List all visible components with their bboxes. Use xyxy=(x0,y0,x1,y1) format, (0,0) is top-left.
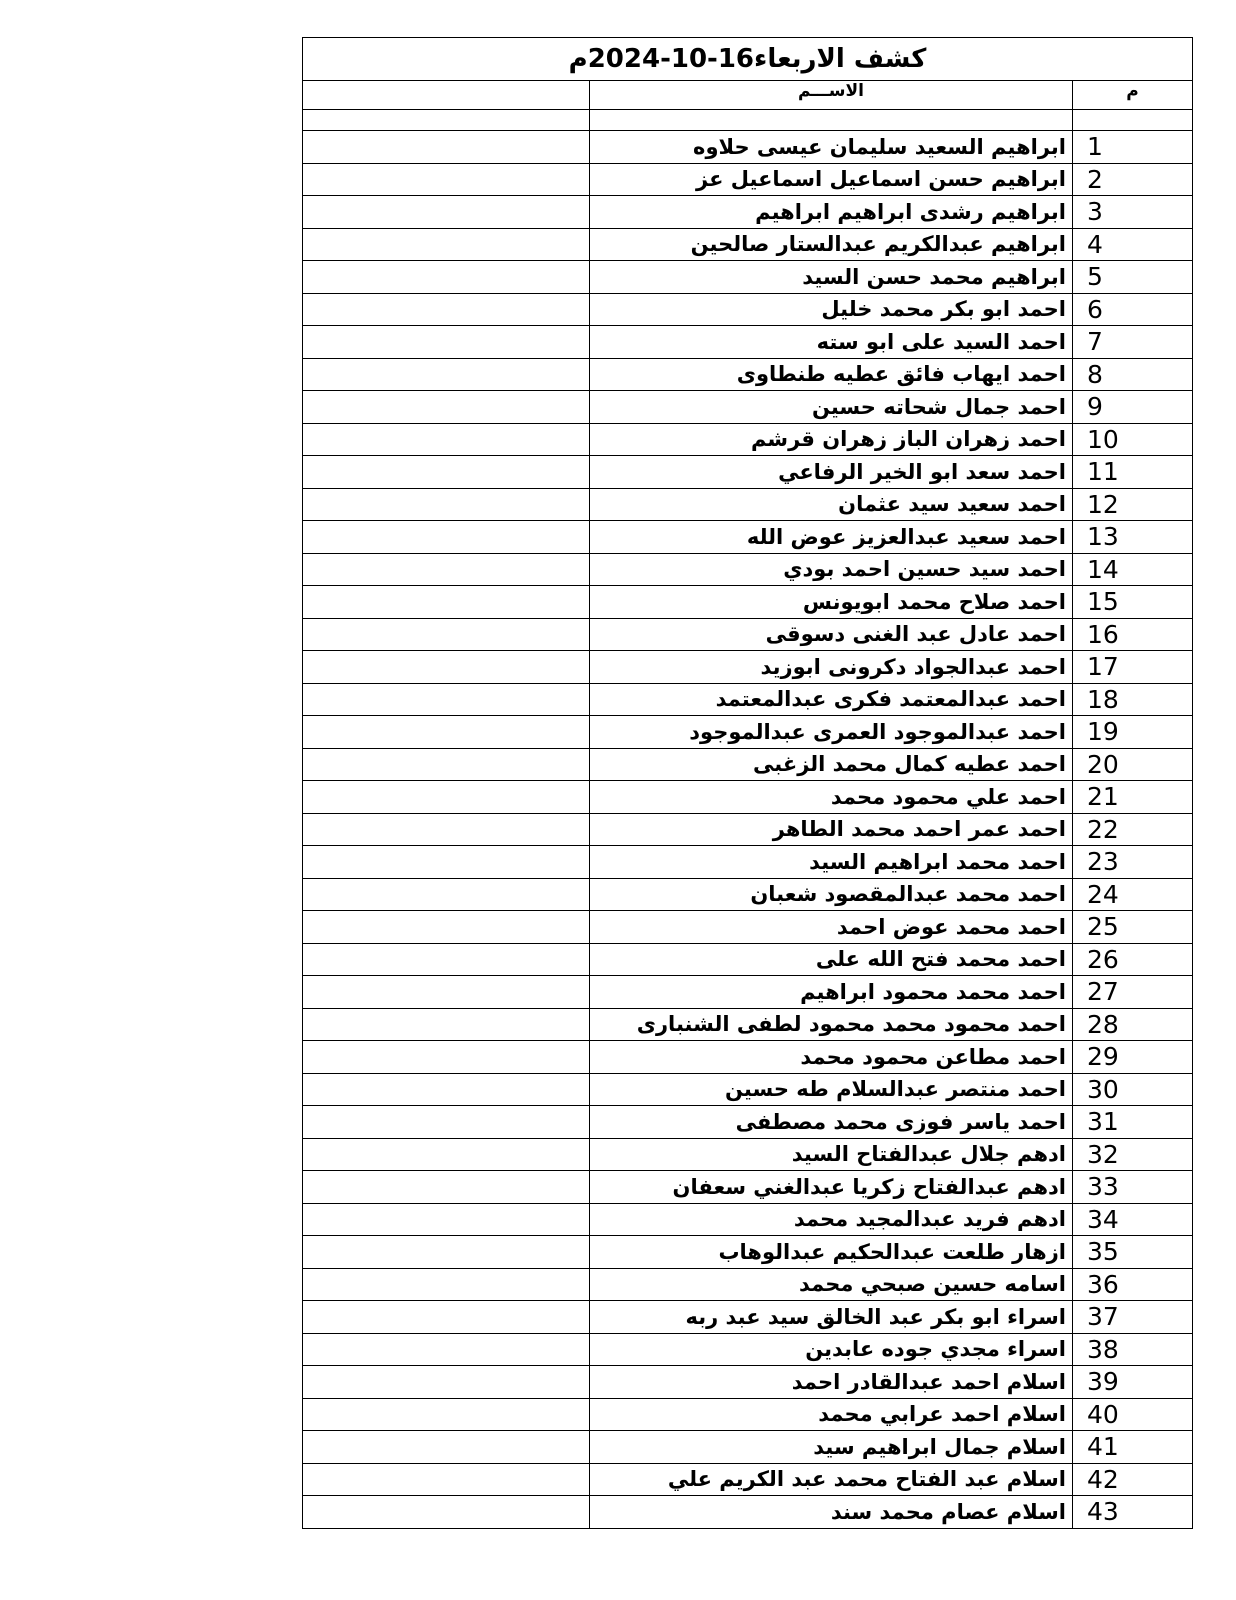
row-name: احمد مطاعن محمود محمد xyxy=(590,1041,1073,1074)
row-extra xyxy=(303,1008,590,1041)
row-name: اسراء مجدي جوده عابدين xyxy=(590,1333,1073,1366)
row-name: احمد عمر احمد محمد الطاهر xyxy=(590,813,1073,846)
row-number: 13 xyxy=(1073,521,1193,554)
row-extra xyxy=(303,1496,590,1529)
table-row xyxy=(303,261,1193,294)
row-name: احمد زهران الباز زهران قرشم xyxy=(590,423,1073,456)
row-number: 10 xyxy=(1073,423,1193,456)
row-extra xyxy=(303,781,590,814)
table-row xyxy=(303,781,1193,814)
table-row xyxy=(303,1431,1193,1464)
row-number: 38 xyxy=(1073,1333,1193,1366)
row-extra xyxy=(303,683,590,716)
table-row xyxy=(303,943,1193,976)
row-number: 22 xyxy=(1073,813,1193,846)
row-name: احمد سعد ابو الخير الرفاعي xyxy=(590,456,1073,489)
table-row xyxy=(303,683,1193,716)
table-row xyxy=(303,911,1193,944)
attendance-table xyxy=(302,37,1193,1529)
row-extra xyxy=(303,618,590,651)
table-row xyxy=(303,1073,1193,1106)
row-number: 34 xyxy=(1073,1203,1193,1236)
header-row xyxy=(303,81,1193,110)
row-number: 40 xyxy=(1073,1398,1193,1431)
spacer-cell xyxy=(1073,110,1193,131)
row-name: احمد السيد على ابو سته xyxy=(590,326,1073,359)
row-extra xyxy=(303,423,590,456)
row-number: 33 xyxy=(1073,1171,1193,1204)
row-name: احمد عطيه كمال محمد الزغبى xyxy=(590,748,1073,781)
row-extra xyxy=(303,196,590,229)
row-number: 43 xyxy=(1073,1496,1193,1529)
row-number: 26 xyxy=(1073,943,1193,976)
row-name: احمد جمال شحاته حسين xyxy=(590,391,1073,424)
table-row xyxy=(303,163,1193,196)
table-row xyxy=(303,1496,1193,1529)
row-extra xyxy=(303,553,590,586)
row-number: 5 xyxy=(1073,261,1193,294)
row-number: 11 xyxy=(1073,456,1193,489)
row-extra xyxy=(303,748,590,781)
table-row xyxy=(303,1171,1193,1204)
table-row xyxy=(303,228,1193,261)
row-number: 6 xyxy=(1073,293,1193,326)
row-name: احمد سعيد سيد عثمان xyxy=(590,488,1073,521)
table-row xyxy=(303,846,1193,879)
spacer-row xyxy=(303,110,1193,131)
row-name: احمد عبدالجواد دكرونى ابوزيد xyxy=(590,651,1073,684)
row-extra xyxy=(303,1366,590,1399)
row-number: 18 xyxy=(1073,683,1193,716)
table-row xyxy=(303,423,1193,456)
row-number: 36 xyxy=(1073,1268,1193,1301)
row-extra xyxy=(303,586,590,619)
row-extra xyxy=(303,716,590,749)
row-number: 24 xyxy=(1073,878,1193,911)
row-name: احمد علي محمود محمد xyxy=(590,781,1073,814)
table-row xyxy=(303,1301,1193,1334)
row-number: 9 xyxy=(1073,391,1193,424)
table-row xyxy=(303,293,1193,326)
row-number: 3 xyxy=(1073,196,1193,229)
row-number: 37 xyxy=(1073,1301,1193,1334)
row-extra xyxy=(303,1268,590,1301)
row-name: ادهم فريد عبدالمجيد محمد xyxy=(590,1203,1073,1236)
row-number: 41 xyxy=(1073,1431,1193,1464)
row-name: احمد ياسر فوزى محمد مصطفى xyxy=(590,1106,1073,1139)
table-row xyxy=(303,1203,1193,1236)
table-row xyxy=(303,748,1193,781)
row-extra xyxy=(303,976,590,1009)
row-number: 17 xyxy=(1073,651,1193,684)
row-number: 8 xyxy=(1073,358,1193,391)
header-number: م xyxy=(1073,81,1193,110)
row-number: 30 xyxy=(1073,1073,1193,1106)
row-name: ابراهيم حسن اسماعيل اسماعيل عز xyxy=(590,163,1073,196)
row-extra xyxy=(303,326,590,359)
row-name: احمد محمد ابراهيم السيد xyxy=(590,846,1073,879)
table-row xyxy=(303,1138,1193,1171)
row-extra xyxy=(303,1398,590,1431)
row-number: 14 xyxy=(1073,553,1193,586)
row-extra xyxy=(303,878,590,911)
row-name: ادهم جلال عبدالفتاح السيد xyxy=(590,1138,1073,1171)
row-number: 2 xyxy=(1073,163,1193,196)
table-row xyxy=(303,1366,1193,1399)
table-row xyxy=(303,651,1193,684)
row-number: 23 xyxy=(1073,846,1193,879)
row-name: ازهار طلعت عبدالحكيم عبدالوهاب xyxy=(590,1236,1073,1269)
row-name: ابراهيم رشدى ابراهيم ابراهيم xyxy=(590,196,1073,229)
row-name: احمد محمد عبدالمقصود شعبان xyxy=(590,878,1073,911)
row-extra xyxy=(303,358,590,391)
row-name: ادهم عبدالفتاح زكريا عبدالغني سعفان xyxy=(590,1171,1073,1204)
row-number: 19 xyxy=(1073,716,1193,749)
row-number: 42 xyxy=(1073,1463,1193,1496)
row-extra xyxy=(303,261,590,294)
row-name: اسراء ابو بكر عبد الخالق سيد عبد ربه xyxy=(590,1301,1073,1334)
row-name: اسلام عبد الفتاح محمد عبد الكريم علي xyxy=(590,1463,1073,1496)
row-extra xyxy=(303,813,590,846)
table-row xyxy=(303,1463,1193,1496)
row-number: 39 xyxy=(1073,1366,1193,1399)
row-name: احمد محمد فتح الله على xyxy=(590,943,1073,976)
row-name: احمد ايهاب فائق عطيه طنطاوى xyxy=(590,358,1073,391)
row-extra xyxy=(303,1203,590,1236)
row-number: 1 xyxy=(1073,131,1193,164)
row-number: 12 xyxy=(1073,488,1193,521)
row-extra xyxy=(303,1431,590,1464)
row-name: ابراهيم محمد حسن السيد xyxy=(590,261,1073,294)
row-extra xyxy=(303,1041,590,1074)
row-name: اسلام جمال ابراهيم سيد xyxy=(590,1431,1073,1464)
header-extra xyxy=(303,81,590,110)
row-name: اسلام عصام محمد سند xyxy=(590,1496,1073,1529)
row-extra xyxy=(303,911,590,944)
row-number: 4 xyxy=(1073,228,1193,261)
table-row xyxy=(303,391,1193,424)
row-extra xyxy=(303,521,590,554)
row-extra xyxy=(303,1106,590,1139)
row-name: اسامه حسين صبحي محمد xyxy=(590,1268,1073,1301)
row-extra xyxy=(303,163,590,196)
row-number: 29 xyxy=(1073,1041,1193,1074)
row-extra xyxy=(303,391,590,424)
header-name: الاســـم xyxy=(590,81,1073,110)
row-extra xyxy=(303,1073,590,1106)
row-number: 20 xyxy=(1073,748,1193,781)
spacer-cell xyxy=(303,110,590,131)
row-name: احمد سعيد عبدالعزيز عوض الله xyxy=(590,521,1073,554)
row-number: 31 xyxy=(1073,1106,1193,1139)
row-extra xyxy=(303,651,590,684)
row-extra xyxy=(303,846,590,879)
row-name: احمد محمد محمود ابراهيم xyxy=(590,976,1073,1009)
row-number: 35 xyxy=(1073,1236,1193,1269)
table-row xyxy=(303,878,1193,911)
row-extra xyxy=(303,488,590,521)
row-name: احمد محمد عوض احمد xyxy=(590,911,1073,944)
table-row xyxy=(303,1008,1193,1041)
row-number: 21 xyxy=(1073,781,1193,814)
title-row xyxy=(303,38,1193,81)
row-extra xyxy=(303,131,590,164)
page-title: كشف الاربعاء16-10-2024م xyxy=(303,38,1193,81)
table-row xyxy=(303,358,1193,391)
table-row xyxy=(303,488,1193,521)
row-extra xyxy=(303,293,590,326)
table-row xyxy=(303,586,1193,619)
row-name: اسلام احمد عبدالقادر احمد xyxy=(590,1366,1073,1399)
row-name: احمد صلاح محمد ابويونس xyxy=(590,586,1073,619)
table-row xyxy=(303,1106,1193,1139)
row-number: 7 xyxy=(1073,326,1193,359)
row-name: احمد عبدالمعتمد فكرى عبدالمعتمد xyxy=(590,683,1073,716)
row-name: احمد عبدالموجود العمرى عبدالموجود xyxy=(590,716,1073,749)
row-name: احمد عادل عبد الغنى دسوقى xyxy=(590,618,1073,651)
row-name: احمد محمود محمد محمود لطفى الشنبارى xyxy=(590,1008,1073,1041)
row-extra xyxy=(303,1236,590,1269)
table-row xyxy=(303,1398,1193,1431)
row-name: اسلام احمد عرابي محمد xyxy=(590,1398,1073,1431)
table-row xyxy=(303,1333,1193,1366)
row-extra xyxy=(303,456,590,489)
row-name: ابراهيم السعيد سليمان عيسى حلاوه xyxy=(590,131,1073,164)
row-number: 15 xyxy=(1073,586,1193,619)
row-name: احمد ابو بكر محمد خليل xyxy=(590,293,1073,326)
table-row xyxy=(303,456,1193,489)
row-extra xyxy=(303,1463,590,1496)
table-row xyxy=(303,521,1193,554)
table-row xyxy=(303,1236,1193,1269)
row-number: 25 xyxy=(1073,911,1193,944)
table-row xyxy=(303,618,1193,651)
row-extra xyxy=(303,1138,590,1171)
table-row xyxy=(303,326,1193,359)
table-row xyxy=(303,716,1193,749)
row-number: 27 xyxy=(1073,976,1193,1009)
row-name: احمد منتصر عبدالسلام طه حسين xyxy=(590,1073,1073,1106)
table-row xyxy=(303,1041,1193,1074)
row-extra xyxy=(303,943,590,976)
row-extra xyxy=(303,1171,590,1204)
table-row xyxy=(303,1268,1193,1301)
row-extra xyxy=(303,1333,590,1366)
row-extra xyxy=(303,228,590,261)
row-number: 16 xyxy=(1073,618,1193,651)
row-extra xyxy=(303,1301,590,1334)
table-row xyxy=(303,196,1193,229)
row-name: ابراهيم عبدالكريم عبدالستار صالحين xyxy=(590,228,1073,261)
row-number: 28 xyxy=(1073,1008,1193,1041)
table-row xyxy=(303,131,1193,164)
row-name: احمد سيد حسين احمد بودي xyxy=(590,553,1073,586)
table-row xyxy=(303,813,1193,846)
table-row xyxy=(303,976,1193,1009)
row-number: 32 xyxy=(1073,1138,1193,1171)
spacer-cell xyxy=(590,110,1073,131)
table-row xyxy=(303,553,1193,586)
